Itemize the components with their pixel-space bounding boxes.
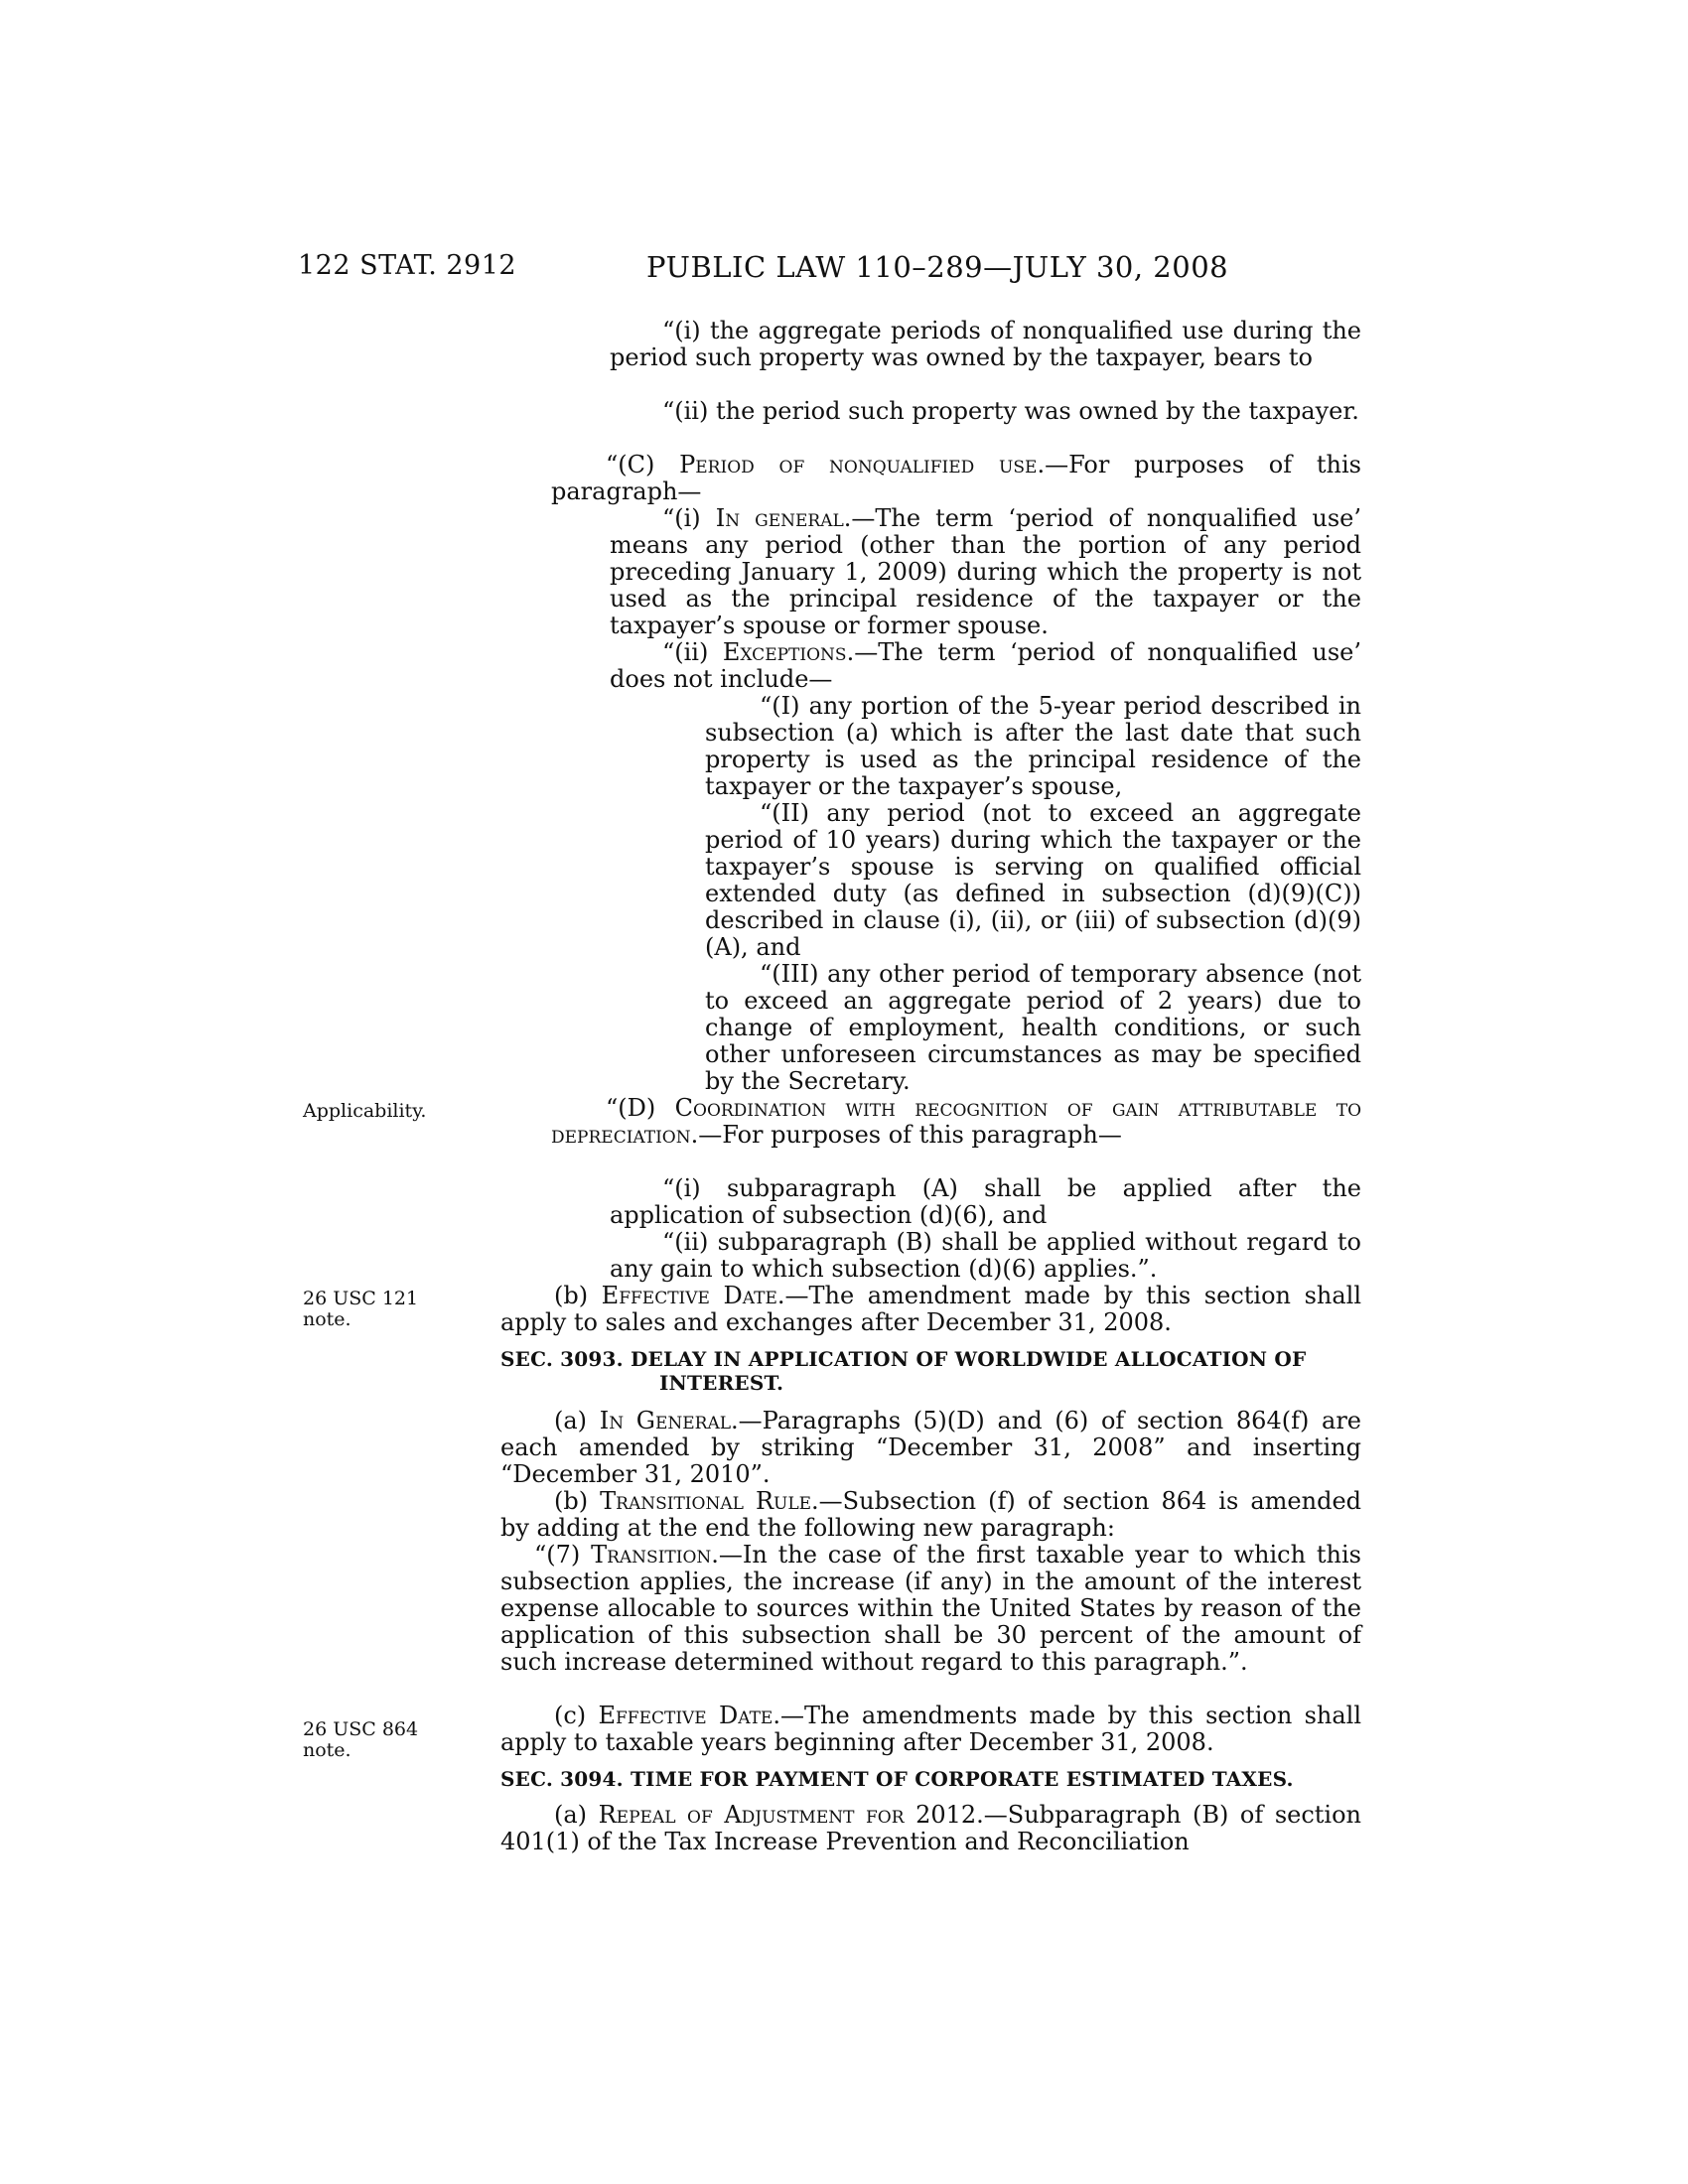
section-3094-heading: SEC. 3094. TIME FOR PAYMENT OF CORPORATE ESTIMATED TAXES. [500, 1767, 1294, 1791]
text: .—Subsection (f) of section 864 is amended by adding at the end the following new paragraph: [500, 1487, 1362, 1542]
lead: “(D) [606, 1094, 675, 1122]
text: .—For purposes of this paragraph— [551, 451, 1361, 505]
margin-note-applicability [303, 1101, 426, 1122]
heading: Effective Date [601, 1282, 777, 1309]
lead: “(i) [662, 504, 716, 532]
heading: Repeal of Adjustment for 2012 [598, 1801, 977, 1829]
margin-note-usc121 [303, 1289, 418, 1330]
heading: Transition [591, 1541, 712, 1569]
lead: (b) [554, 1282, 602, 1309]
subparagraph-c [551, 452, 1361, 505]
subclause-II: “(II) any period (not to exceed an aggregate period of 10 years) during which the taxpayer or the taxpayer’s spouse is serving on qualified official extended duty (as defined in subsection (d)(9)(C)) described in clause (i), (ii), or (iii) of subsection (d)(9)(A), and [705, 799, 1361, 961]
heading: Exceptions [722, 638, 847, 666]
text: .—Paragraphs (5)(D) and (6) of section 864(f) are each amended by striking “December 31, 2008” and inserting “December 31, 2010”. [500, 1407, 1362, 1488]
subsection-b-effective-date [500, 1283, 1361, 1336]
clause-i: “(i) the aggregate periods of nonqualified use during the period such property was owned by the taxpayer, bears to [610, 317, 1361, 371]
paragraph-7-transition [500, 1542, 1361, 1676]
clause-d-ii: “(ii) subparagraph (B) shall be applied without regard to any gain to which subsection (d)(6) applies.”. [610, 1228, 1361, 1283]
section-3093-a [500, 1408, 1361, 1488]
stat-page-number: 122 STAT. 2912 [298, 250, 517, 281]
text: .—The term ‘period of nonqualified use’ does not include— [610, 638, 1361, 693]
heading: In General [599, 1407, 732, 1434]
lead: (a) [554, 1407, 600, 1434]
heading-line: INTEREST. [659, 1371, 784, 1395]
text: .—The amendments made by this section shall apply to taxable years beginning after December 31, 2008. [500, 1702, 1362, 1756]
margin-note-line: 26 USC 864 [303, 1718, 419, 1740]
section-3093-c [500, 1703, 1361, 1756]
section-3094-a [500, 1802, 1361, 1855]
text: .—For purposes of this paragraph— [690, 1121, 1122, 1149]
text: .—In the case of the first taxable year to which this subsection applies, the increase (if any) in the amount of the interest expense allocable to sources within the United States by reason of the application of this subsection shall be 30 percent of the amount of such increase determined without regard to this paragraph.”. [500, 1541, 1361, 1676]
margin-note-line: note. [303, 1308, 352, 1330]
text: .—The amendment made by this section shall apply to sales and exchanges after December 31, 2008. [500, 1282, 1361, 1336]
section-3093-b [500, 1488, 1361, 1542]
lead: (b) [554, 1487, 601, 1515]
margin-note-text: Applicability. [303, 1100, 427, 1122]
clause-d-i: “(i) subparagraph (A) shall be applied after the application of subsection (d)(6), and [610, 1174, 1361, 1229]
lead: (a) [554, 1801, 599, 1829]
clause-ii-exceptions [610, 639, 1361, 693]
subclause-III: “(III) any other period of temporary absence (not to exceed an aggregate period of 2 years) due to change of employment, health conditions, or such other unforeseen circumstances as may be specified by the Secretary. [705, 960, 1361, 1095]
text: .—The term ‘period of nonqualified use’ means any period (other than the portion of any period preceding January 1, 2009) during which the property is not used as the principal residence of the taxpayer or the taxpayer’s spouse or former spouse. [610, 504, 1361, 639]
lead: “(ii) [662, 638, 723, 666]
heading: Effective Date [598, 1702, 774, 1729]
clause-ii: “(ii) the period such property was owned by the taxpayer. [662, 397, 1359, 425]
lead: “(7) [534, 1541, 592, 1569]
lead: “(C) [606, 451, 680, 478]
subclause-I: “(I) any portion of the 5-year period described in subsection (a) which is after the last date that such property is used as the principal residence of the taxpayer or the taxpayer’s spouse, [705, 692, 1361, 800]
running-head: PUBLIC LAW 110–289—JULY 30, 2008 [646, 250, 1229, 284]
heading: Transitional Rule [600, 1487, 812, 1515]
heading-line: SEC. 3093. DELAY IN APPLICATION OF WORLDWIDE ALLOCATION OF [500, 1347, 1307, 1371]
heading: In general [715, 504, 844, 532]
text: .—Subparagraph (B) of section 401(1) of the Tax Increase Prevention and Reconciliation [500, 1801, 1361, 1855]
margin-note-line: note. [303, 1739, 352, 1761]
heading: Coordination with recognition of gain attributable to depreciation [551, 1094, 1362, 1149]
subparagraph-d [551, 1095, 1361, 1149]
margin-note-line: 26 USC 121 [303, 1288, 419, 1309]
heading: Period of nonqualified use [679, 451, 1038, 478]
page-header [0, 250, 1688, 290]
lead: (c) [554, 1702, 599, 1729]
clause-i-in-general [610, 505, 1361, 639]
margin-note-usc864 [303, 1719, 418, 1761]
section-3093-heading [500, 1347, 1361, 1395]
